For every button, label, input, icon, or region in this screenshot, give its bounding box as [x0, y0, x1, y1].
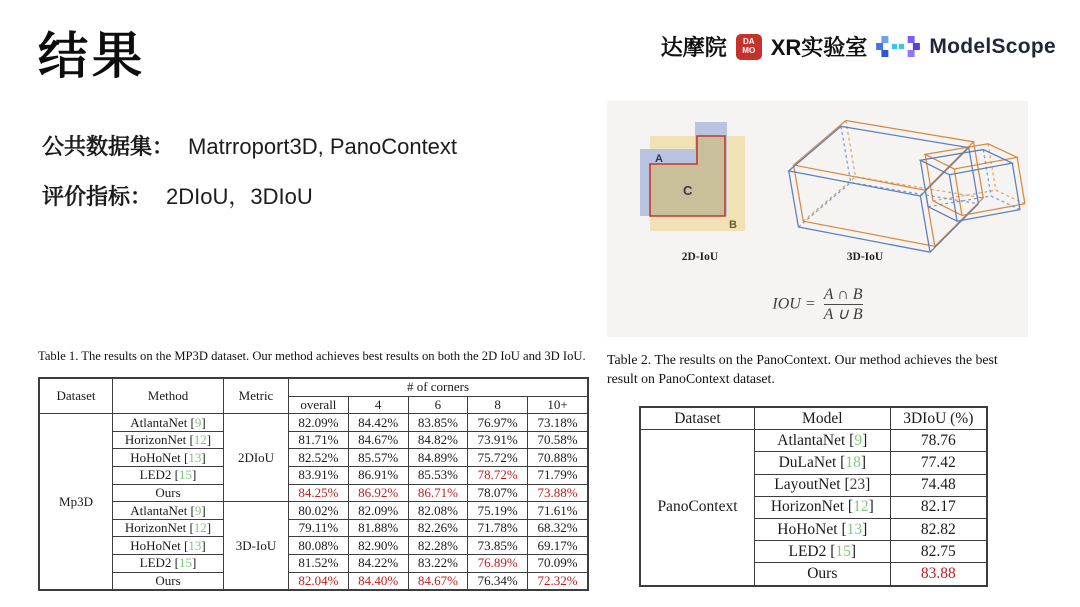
subheader-10plus: 10+ — [528, 396, 588, 414]
seal-line1: DA — [742, 37, 755, 47]
subheader-8: 8 — [468, 396, 528, 414]
value-cell: 73.85% — [468, 537, 528, 555]
col-header-metric: Metric — [224, 378, 289, 414]
model-cell: HoHoNet [13] — [754, 518, 890, 540]
metric-cell: 2DIoU — [224, 414, 289, 502]
value-cell: 79.11% — [289, 519, 349, 537]
value-cell: 82.26% — [408, 519, 468, 537]
label-c: C — [683, 183, 693, 198]
label-a: A — [655, 153, 663, 165]
dataset-cell: PanoContext — [640, 430, 754, 586]
panocontext-table-body — [640, 430, 987, 586]
value-cell: 82.04% — [289, 572, 349, 590]
t2-col-model: Model — [754, 407, 890, 430]
blue-wireframe — [789, 126, 1020, 252]
value-cell: 74.48 — [890, 474, 987, 496]
value-cell: 84.42% — [348, 414, 408, 432]
value-cell: 76.34% — [468, 572, 528, 590]
value-cell: 76.89% — [468, 554, 528, 572]
value-cell: 84.67% — [408, 572, 468, 590]
value-cell: 82.75 — [890, 541, 987, 563]
value-cell: 81.52% — [289, 554, 349, 572]
table-row — [39, 414, 588, 432]
col-header-method: Method — [113, 378, 224, 414]
value-cell: 84.25% — [289, 484, 349, 502]
method-cell: LED2 [15] — [113, 554, 224, 572]
value-cell: 85.53% — [408, 466, 468, 484]
value-cell: 84.40% — [348, 572, 408, 590]
method-cell: Ours — [113, 572, 224, 590]
bullet-metrics-label: 评价指标： — [42, 184, 153, 209]
table-row — [39, 502, 588, 520]
subheader-6: 6 — [408, 396, 468, 414]
mp3d-results-table — [38, 377, 589, 591]
bullet-metrics-value: 2DIoU，3DIoU — [166, 184, 313, 209]
formula-lhs: IOU = — [772, 295, 816, 313]
formula-numerator: A ∩ B — [823, 286, 863, 303]
panocontext-table-head — [640, 407, 987, 430]
mp3d-table-body — [39, 414, 588, 590]
3d-iou-diagram — [775, 107, 1027, 257]
logo-bar — [661, 31, 1056, 62]
value-cell: 83.22% — [408, 554, 468, 572]
damo-academy-label: 达摩院 — [660, 35, 727, 60]
value-cell: 84.22% — [348, 554, 408, 572]
page-title: 结果 — [38, 28, 146, 84]
modelscope-icon — [876, 36, 920, 57]
table-row — [39, 519, 588, 537]
model-cell: HorizonNet [12] — [754, 496, 890, 518]
table-row — [39, 554, 588, 572]
value-cell: 82.52% — [289, 449, 349, 467]
value-cell: 77.42 — [890, 452, 987, 474]
t2-col-dataset: Dataset — [640, 407, 754, 430]
value-cell: 75.19% — [468, 502, 528, 520]
value-cell: 78.76 — [890, 430, 987, 452]
model-cell: LED2 [15] — [754, 541, 890, 563]
value-cell: 78.07% — [468, 484, 528, 502]
value-cell: 81.71% — [289, 431, 349, 449]
table1-caption: Table 1. The results on the MP3D dataset. Our method achieves best results on both the 2D IoU and 3D IoU. — [38, 349, 586, 363]
value-cell: 83.88 — [890, 563, 987, 586]
metric-cell: 3D-IoU — [224, 502, 289, 590]
method-cell: HorizonNet [12] — [113, 519, 224, 537]
value-cell: 84.82% — [408, 431, 468, 449]
value-cell: 76.97% — [468, 414, 528, 432]
value-cell: 71.61% — [528, 502, 588, 520]
value-cell: 72.32% — [528, 572, 588, 590]
value-cell: 82.09% — [348, 502, 408, 520]
value-cell: 84.67% — [348, 431, 408, 449]
method-cell: Ours — [113, 484, 224, 502]
value-cell: 81.88% — [348, 519, 408, 537]
method-cell: AtlantaNet [9] — [113, 414, 224, 432]
value-cell: 70.09% — [528, 554, 588, 572]
value-cell: 71.78% — [468, 519, 528, 537]
value-cell: 75.72% — [468, 449, 528, 467]
value-cell: 82.28% — [408, 537, 468, 555]
value-cell: 70.88% — [528, 449, 588, 467]
value-cell: 73.91% — [468, 431, 528, 449]
dataset-cell: Mp3D — [39, 414, 113, 590]
value-cell: 85.57% — [348, 449, 408, 467]
value-cell: 82.82 — [890, 518, 987, 540]
panocontext-results-table — [639, 406, 988, 587]
label-b: B — [729, 219, 737, 231]
bullet-datasets-label: 公共数据集： — [42, 134, 175, 159]
modelscope-wordmark: ModelScope — [929, 34, 1056, 58]
model-cell: Ours — [754, 563, 890, 586]
2d-iou-diagram — [625, 109, 775, 247]
bullet-datasets — [42, 130, 457, 161]
model-cell: DuLaNet [18] — [754, 452, 890, 474]
t2-col-3diou: 3DIoU (%) — [890, 407, 987, 430]
col-header-dataset: Dataset — [39, 378, 113, 414]
method-cell: HoHoNet [13] — [113, 537, 224, 555]
orange-wireframe — [794, 121, 1025, 247]
value-cell: 83.85% — [408, 414, 468, 432]
formula-fraction — [824, 285, 863, 324]
value-cell: 86.91% — [348, 466, 408, 484]
table-row — [39, 484, 588, 502]
method-cell: HorizonNet [12] — [113, 431, 224, 449]
table-row — [39, 431, 588, 449]
value-cell: 80.02% — [289, 502, 349, 520]
xr-lab-label: XR实验室 — [770, 35, 868, 60]
table-row — [39, 449, 588, 467]
value-cell: 80.08% — [289, 537, 349, 555]
iou-formula — [607, 285, 1028, 324]
subheader-overall: overall — [289, 396, 349, 414]
value-cell: 82.17 — [890, 496, 987, 518]
table2-caption: Table 2. The results on the PanoContext. Our method achieves the best result on PanoContext dataset. — [607, 352, 998, 386]
table-row — [39, 466, 588, 484]
caption-2d-iou: 2D-IoU — [681, 251, 719, 263]
value-cell: 73.18% — [528, 414, 588, 432]
method-cell: HoHoNet [13] — [113, 449, 224, 467]
value-cell: 70.58% — [528, 431, 588, 449]
col-header-corners: # of corners — [289, 378, 589, 396]
bullet-datasets-value: Matrroport3D, PanoContext — [188, 134, 458, 159]
method-cell: AtlantaNet [9] — [113, 502, 224, 520]
value-cell: 86.92% — [348, 484, 408, 502]
value-cell: 69.17% — [528, 537, 588, 555]
table-row — [640, 430, 987, 452]
formula-denominator: A ∪ B — [823, 306, 863, 324]
bullet-metrics — [42, 180, 313, 211]
value-cell: 82.08% — [408, 502, 468, 520]
iou-figure-panel — [607, 101, 1028, 337]
value-cell: 73.88% — [528, 484, 588, 502]
value-cell: 78.72% — [468, 466, 528, 484]
caption-3d-iou: 3D-IoU — [846, 251, 884, 263]
value-cell: 68.32% — [528, 519, 588, 537]
value-cell: 84.89% — [408, 449, 468, 467]
mp3d-table-head — [39, 378, 588, 414]
model-cell: LayoutNet [23] — [754, 474, 890, 496]
damo-seal-icon — [736, 34, 762, 60]
value-cell: 86.71% — [408, 484, 468, 502]
table-row — [39, 572, 588, 590]
seal-line2: MO — [742, 45, 756, 55]
value-cell: 83.91% — [289, 466, 349, 484]
subheader-4: 4 — [348, 396, 408, 414]
method-cell: LED2 [15] — [113, 466, 224, 484]
value-cell: 82.90% — [348, 537, 408, 555]
value-cell: 71.79% — [528, 466, 588, 484]
table-row — [39, 537, 588, 555]
model-cell: AtlantaNet [9] — [754, 430, 890, 452]
value-cell: 82.09% — [289, 414, 349, 432]
